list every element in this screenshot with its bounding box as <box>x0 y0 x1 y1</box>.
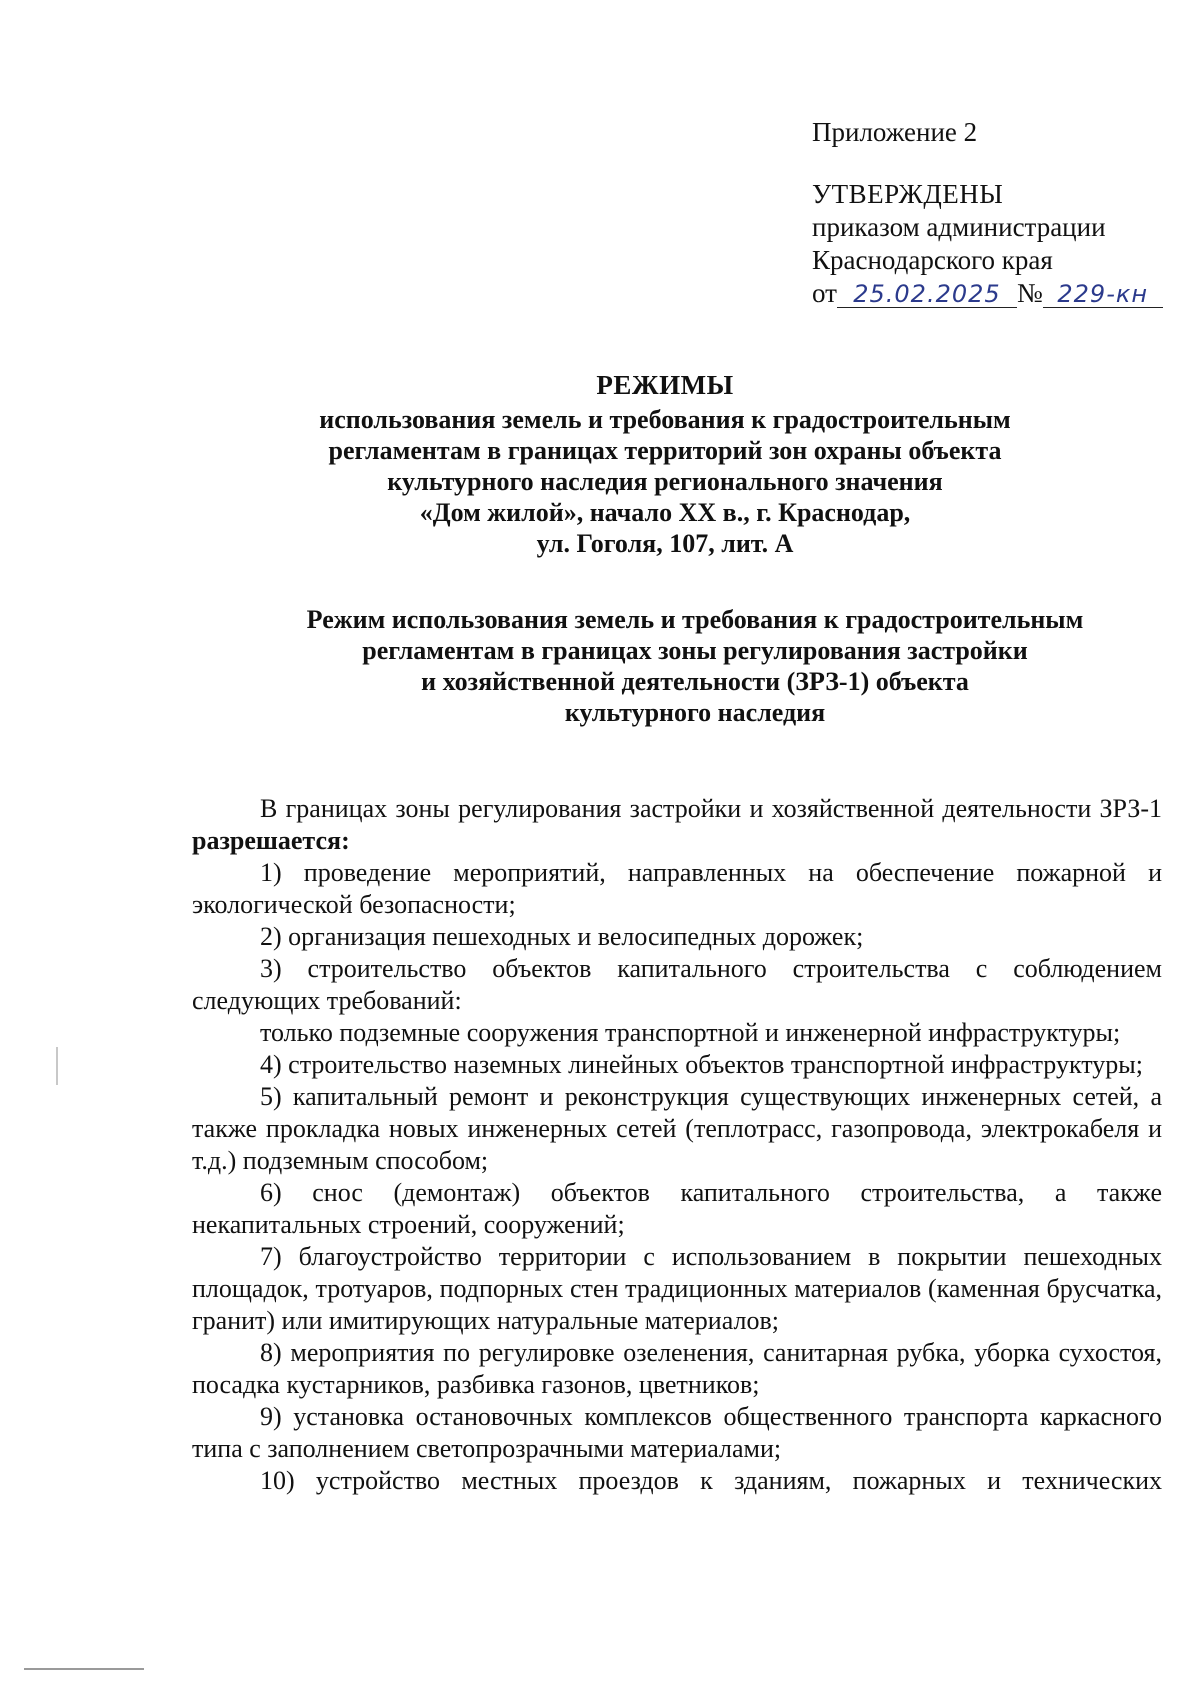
list-item: 1) проведение мероприятий, направленных на обеспечение пожарной и экологической безопасности; <box>192 858 1162 919</box>
order-date-number-line <box>812 277 1172 310</box>
subtitle-line: культурного наследия <box>564 698 826 727</box>
order-date-field <box>837 280 1017 308</box>
list-item: 4) строительство наземных линейных объектов транспортной инфраструктуры; <box>260 1050 1143 1079</box>
list-item: 3) строительство объектов капитального строительства с соблюдением следующих требований: <box>192 954 1162 1015</box>
list-item: 10) устройство местных проездов к зданиям, пожарных и технических <box>260 1466 1162 1495</box>
number-sign: № <box>1016 278 1043 308</box>
title-line: регламентам в границах территорий зон охраны объекта <box>328 436 1002 465</box>
list-item: 6) снос (демонтаж) объектов капитального строительства, а также некапитальных строений, сооружений; <box>192 1178 1162 1239</box>
list-item: 2) организация пешеходных и велосипедных дорожек; <box>260 922 864 951</box>
intro-text: В границах зоны регулирования застройки и хозяйственной деятельности ЗРЗ-1 <box>260 794 1162 823</box>
section-subtitle <box>240 604 1150 728</box>
list-item: 9) установка остановочных комплексов общественного транспорта каркасного типа с заполнением светопрозрачными материалами; <box>192 1402 1162 1463</box>
approved-region: Краснодарского края <box>812 245 1053 275</box>
order-number-handwritten: 229-кн <box>1057 280 1149 308</box>
list-item: только подземные сооружения транспортной и инженерной инфраструктуры; <box>260 1018 1121 1047</box>
subtitle-line: и хозяйственной деятельности (ЗРЗ-1) объекта <box>421 667 969 696</box>
order-date-handwritten: 25.02.2025 <box>853 280 1001 308</box>
document-body <box>192 793 1162 1497</box>
intro-bold: разрешается: <box>192 826 350 855</box>
title-line: использования земель и требования к градостроительным <box>319 405 1011 434</box>
document-title <box>190 370 1140 559</box>
scan-margin-mark <box>56 1047 58 1085</box>
approved-by-order: приказом администрации <box>812 212 1106 242</box>
title-line: «Дом жилой», начало XX в., г. Краснодар, <box>419 498 911 527</box>
order-number-field <box>1043 280 1163 308</box>
list-item: 8) мероприятия по регулировке озеленения, санитарная рубка, уборка сухостоя, посадка кустарников, разбивка газонов, цветников; <box>192 1338 1162 1399</box>
approval-block <box>812 116 1172 310</box>
list-item: 7) благоустройство территории с использованием в покрытии пешеходных площадок, тротуаров, подпорных стен традиционных материалов (каменная брусчатка, гранит) или имитирующих натуральные материалов; <box>192 1242 1162 1335</box>
title-line: ул. Гоголя, 107, лит. А <box>536 529 794 558</box>
subtitle-line: Режим использования земель и требования к градостроительным <box>306 605 1084 634</box>
approved-label: УТВЕРЖДЕНЫ <box>812 179 1004 209</box>
list-item: 5) капитальный ремонт и реконструкция существующих инженерных сетей, а также прокладка новых инженерных сетей (теплотрасс, газопровода, электрокабеля и т.д.) подземным способом; <box>192 1082 1162 1175</box>
title-heading: РЕЖИМЫ <box>596 370 734 400</box>
date-prefix: от <box>812 278 837 308</box>
subtitle-line: регламентам в границах зоны регулирования застройки <box>362 636 1028 665</box>
title-line: культурного наследия регионального значения <box>387 467 943 496</box>
appendix-label: Приложение 2 <box>812 117 978 147</box>
scan-bottom-mark <box>24 1668 144 1670</box>
intro-paragraph <box>192 793 1162 857</box>
